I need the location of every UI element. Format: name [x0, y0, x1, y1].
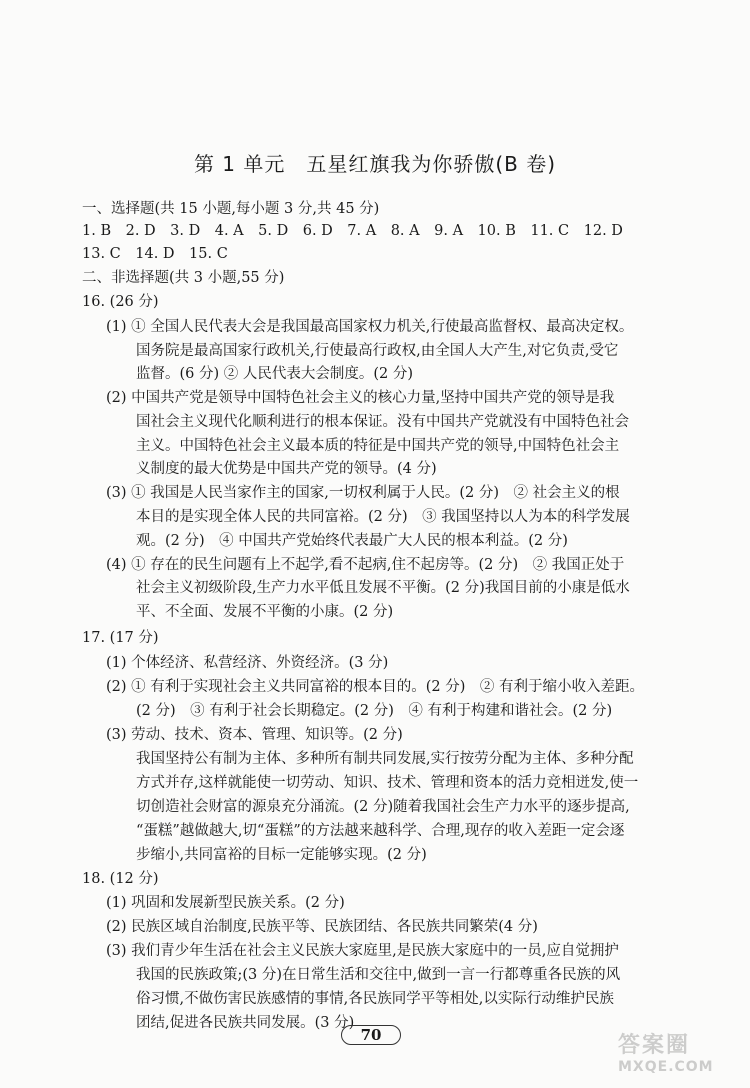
question-heading: 16. (26 分) — [82, 294, 159, 310]
question-heading: 17. (17 分) — [82, 630, 159, 646]
answer-line: 俗习惯,不做伤害民族感情的事情,各民族同学平等相处,以实际行动维护民族 — [136, 991, 614, 1007]
answer-line: 切创造社会财富的源泉充分涌流。(2 分)随着我国社会生产力水平的逐步提高, — [136, 799, 630, 815]
answer-line: 义制度的最大优势是中国共产党的领导。(4 分) — [136, 461, 437, 477]
answer-line: 1. B 2. D 3. D 4. A 5. D 6. D 7. A 8. A 9. A 10. B 11. C 12. D — [82, 223, 623, 239]
section-heading: 二、非选择题(共 3 小题,55 分) — [82, 270, 285, 286]
watermark-top: 答案圈 — [618, 1033, 691, 1058]
answer-line: 本目的是实现全体人民的共同富裕。(2 分) ③ 我国坚持以人为本的科学发展 — [136, 509, 630, 525]
page-number-text: 70 — [360, 1026, 382, 1044]
watermark-bottom: MXQE.COM — [618, 1059, 714, 1075]
answer-line: 步缩小,共同富裕的目标一定能够实现。(2 分) — [136, 847, 427, 863]
answer-line: (3) ① 我国是人民当家作主的国家,一切权利属于人民。(2 分) ② 社会主义的根 — [106, 485, 620, 501]
answer-line: 团结,促进各民族共同发展。(3 分) — [136, 1015, 355, 1031]
page-number — [341, 1022, 401, 1048]
answer-line: “蛋糕”越做越大,切“蛋糕”的方法越来越科学、合理,现存的收入差距一定会逐 — [136, 823, 625, 839]
answer-line: (1) ① 全国人民代表大会是我国最高国家权力机关,行使最高监督权、最高决定权。 — [106, 319, 634, 335]
section-heading: 一、选择题(共 15 小题,每小题 3 分,共 45 分) — [82, 201, 380, 217]
answer-line: 方式并存,这样就能使一切劳动、知识、技术、管理和资本的活力竞相迸发,使一 — [136, 775, 639, 791]
answer-line: 我国坚持公有制为主体、多种所有制共同发展,实行按劳分配为主体、多种分配 — [136, 751, 634, 767]
answer-line: 国务院是最高国家行政机关,行使最高行政权,由全国人大产生,对它负责,受它 — [136, 343, 619, 359]
answer-line: (2) 民族区域自治制度,民族平等、民族团结、各民族共同繁荣(4 分) — [106, 919, 538, 935]
answer-line: (1) 巩固和发展新型民族关系。(2 分) — [106, 895, 345, 911]
answer-line: 平、不全面、发展不平衡的小康。(2 分) — [136, 604, 394, 620]
answer-line: (2 分) ③ 有利于社会长期稳定。(2 分) ④ 有利于构建和谐社会。(2 分) — [136, 703, 613, 719]
answer-line: 我国的民族政策;(3 分)在日常生活和交往中,做到一言一行都尊重各民族的风 — [136, 967, 621, 983]
answer-line: 主义。中国特色社会主义最本质的特征是中国共产党的领导,中国特色社会主 — [136, 438, 620, 454]
watermark-logo — [618, 1028, 748, 1084]
page-title: 第 1 单元 五星红旗我为你骄傲(B 卷) — [193, 152, 557, 176]
answer-line: (3) 劳动、技术、资本、管理、知识等。(2 分) — [106, 727, 403, 743]
answer-line: 社会主义初级阶段,生产力水平低且发展不平衡。(2 分)我国目前的小康是低水 — [136, 580, 630, 596]
answer-line: (2) 中国共产党是领导中国特色社会主义的核心力量,坚持中国共产党的领导是我 — [106, 390, 615, 406]
answer-line: 观。(2 分) ④ 中国共产党始终代表最广大人民的根本利益。(2 分) — [136, 533, 568, 549]
answer-line: 监督。(6 分) ② 人民代表大会制度。(2 分) — [136, 366, 414, 382]
answer-line: (1) 个体经济、私营经济、外资经济。(3 分) — [106, 655, 389, 671]
answer-line: 13. C 14. D 15. C — [82, 246, 228, 262]
question-heading: 18. (12 分) — [82, 871, 159, 887]
answer-line: (3) 我们青少年生活在社会主义民族大家庭里,是民族大家庭中的一员,应自觉拥护 — [106, 943, 619, 959]
answer-line: 国社会主义现代化顺利进行的根本保证。没有中国共产党就没有中国特色社会 — [136, 414, 629, 430]
answer-line: (2) ① 有利于实现社会主义共同富裕的根本目的。(2 分) ② 有利于缩小收入差距。 — [106, 679, 645, 695]
answer-line: (4) ① 存在的民生问题有上不起学,看不起病,住不起房等。(2 分) ② 我国正处于 — [106, 557, 625, 573]
